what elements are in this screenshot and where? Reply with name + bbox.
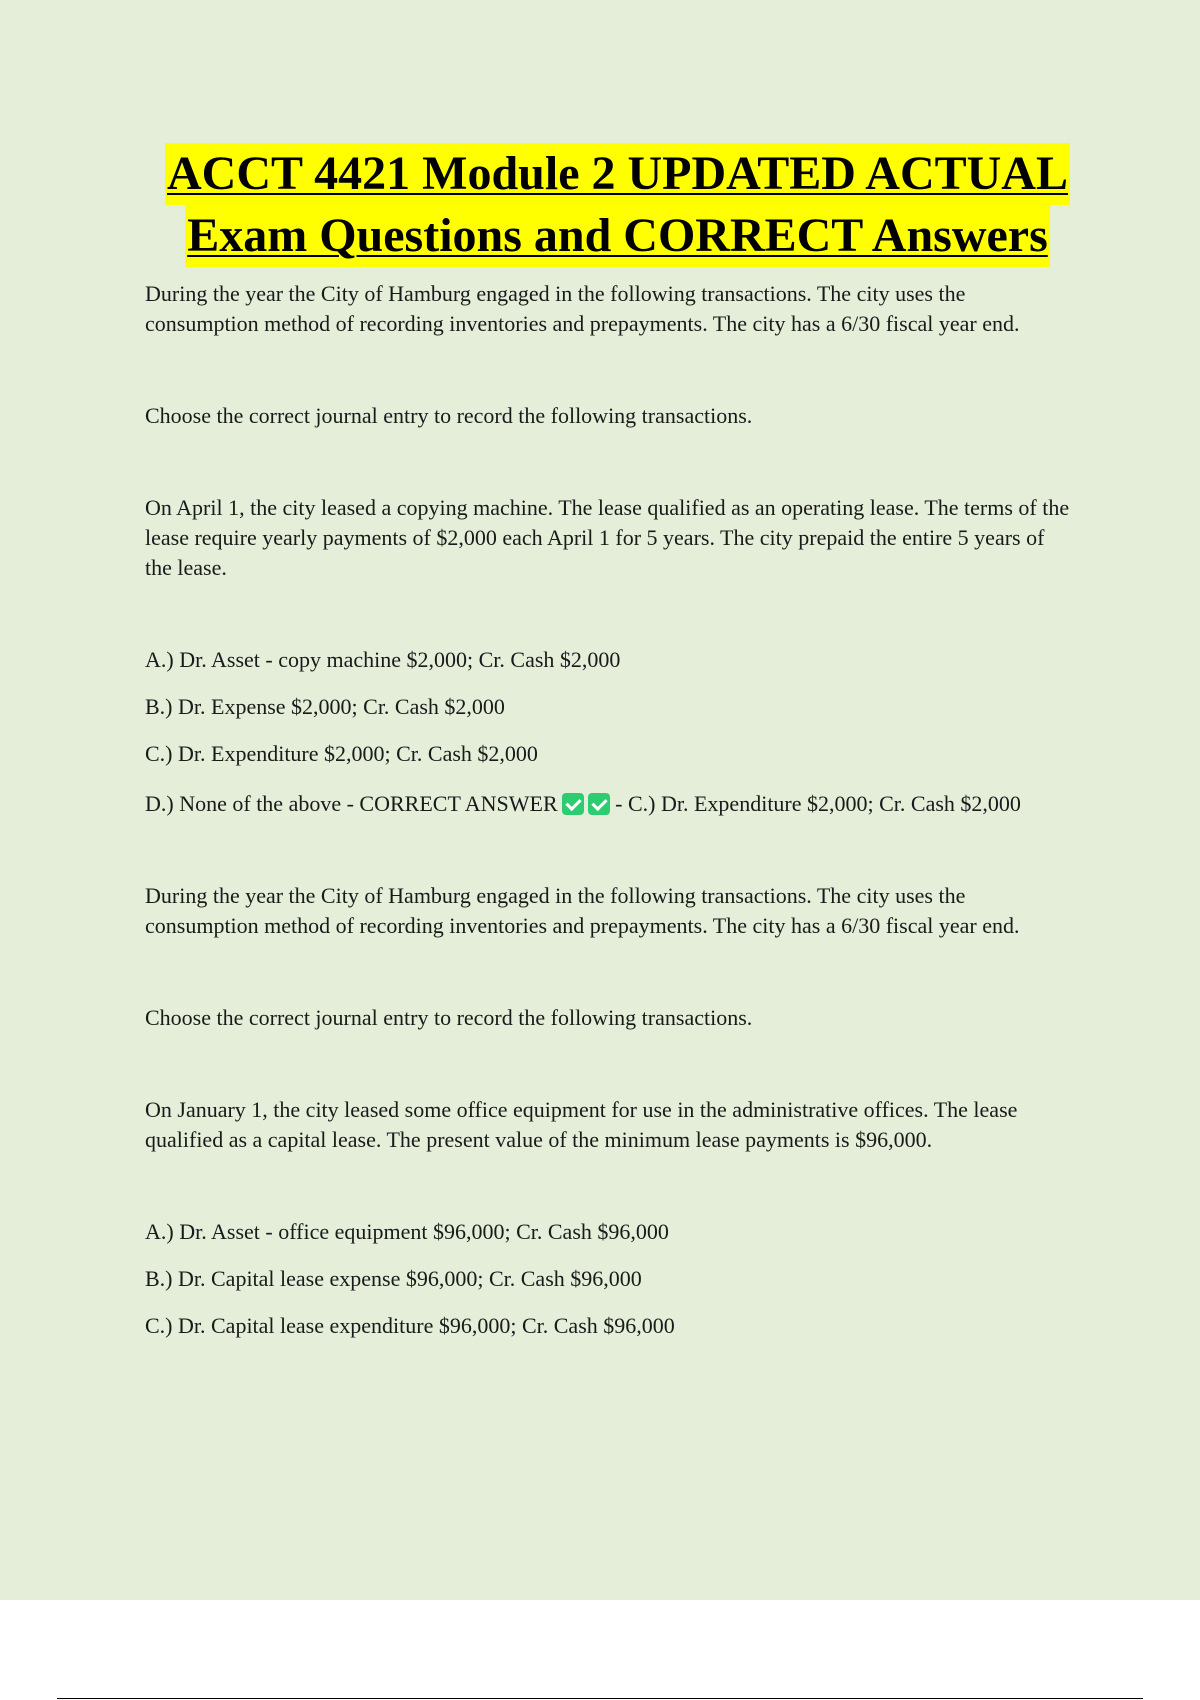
q2-intro: During the year the City of Hamburg engaged in the following transactions. The city uses the consumption method of recording inventories and prepayments. The city has a 6/30 fiscal year end. [145, 883, 1020, 938]
q2-option-b: B.) Dr. Capital lease expense $96,000; Cr. Cash $96,000 [145, 1266, 642, 1291]
q2-option-c: C.) Dr. Capital lease expenditure $96,000; Cr. Cash $96,000 [145, 1313, 675, 1338]
q2-option-a: A.) Dr. Asset - office equipment $96,000; Cr. Cash $96,000 [145, 1219, 669, 1244]
q1-option-d-label: D.) None of the above - CORRECT ANSWER [145, 791, 558, 816]
q2-instruction: Choose the correct journal entry to record the following transactions. [145, 1005, 753, 1030]
title-line-2: Exam Questions and CORRECT Answers [185, 205, 1050, 267]
document-body [145, 279, 1075, 1341]
check-mark-icon [588, 793, 610, 815]
document-title [0, 143, 1200, 267]
title-line-1: ACCT 4421 Module 2 UPDATED ACTUAL [165, 143, 1070, 205]
q1-correct-answer: - C.) Dr. Expenditure $2,000; Cr. Cash $2,000 [609, 791, 1021, 816]
q1-instruction: Choose the correct journal entry to record the following transactions. [145, 403, 753, 428]
q1-option-b: B.) Dr. Expense $2,000; Cr. Cash $2,000 [145, 694, 505, 719]
q1-intro: During the year the City of Hamburg engaged in the following transactions. The city uses the consumption method of recording inventories and prepayments. The city has a 6/30 fiscal year end. [145, 281, 1020, 336]
q1-scenario: On April 1, the city leased a copying machine. The lease qualified as an operating lease. The terms of the lease require yearly payments of $2,000 each April 1 for 5 years. The city prepaid the entire 5 years of the lease. [145, 495, 1070, 580]
q1-option-d [145, 789, 1075, 819]
q1-option-a: A.) Dr. Asset - copy machine $2,000; Cr. Cash $2,000 [145, 647, 621, 672]
q1-option-c: C.) Dr. Expenditure $2,000; Cr. Cash $2,000 [145, 741, 538, 766]
footer-divider [57, 1698, 1143, 1699]
q2-scenario: On January 1, the city leased some office equipment for use in the administrative offices. The lease qualified as a capital lease. The present value of the minimum lease payments is $96,000. [145, 1097, 1018, 1152]
check-mark-icon [562, 793, 584, 815]
